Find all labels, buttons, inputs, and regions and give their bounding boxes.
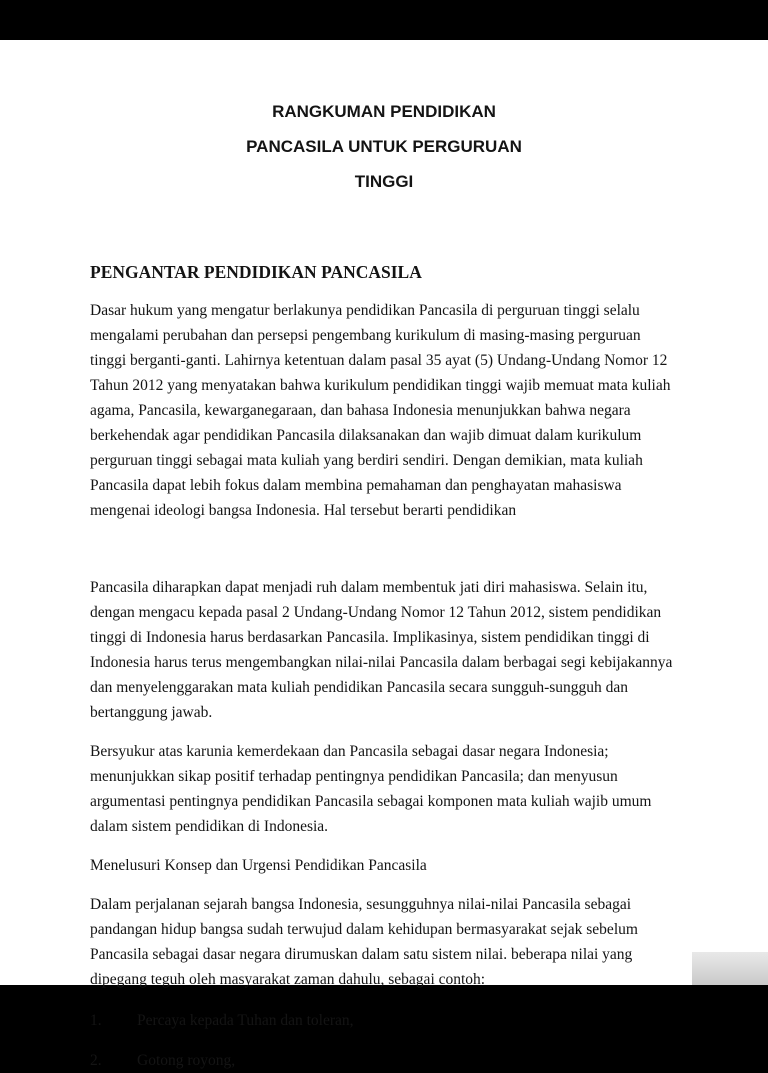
list-item-2-number: 2. xyxy=(90,1052,102,1069)
paragraph-5: Dalam perjalanan sejarah bangsa Indonesia, sesungguhnya nilai-nilai Pancasila sebagai pandangan hidup bangsa sudah terwujud dalam kehidupan bermasyarakat sejak sebelum Pancasila sebagai dasar negara dirumuskan dalam satu sistem nilai. beberapa nilai yang dipegang teguh oleh masyarakat zaman dahulu, sebagai contoh: xyxy=(90,896,638,988)
list-item-2-text: Gotong royong, xyxy=(137,1052,236,1069)
section-heading: PENGANTAR PENDIDIKAN PANCASILA xyxy=(90,262,422,282)
list-item-1 xyxy=(90,1008,678,1033)
next-page-peek xyxy=(692,952,768,985)
numbered-list xyxy=(90,1008,678,1073)
list-item-1-text: Percaya kepada Tuhan dan toleran, xyxy=(137,1012,354,1029)
document-title xyxy=(90,94,678,199)
paragraph-1: Dasar hukum yang mengatur berlakunya pendidikan Pancasila di perguruan tinggi selalu mengalami perubahan dan persepsi pengembang kurikulum di masing-masing perguruan tinggi berganti-ganti. Lahirnya ketentuan dalam pasal 35 ayat (5) Undang-Undang Nomor 12 Tahun 2012 yang menyatakan bahwa kurikulum pendidikan tinggi wajib memuat mata kuliah agama, Pancasila, kewarganegaraan, dan bahasa Indonesia menunjukkan bahwa negara berkehendak agar pendidikan Pancasila dilaksanakan dan wajib dimuat dalam kurikulum perguruan tinggi sebagai mata kuliah yang berdiri sendiri. Dengan demikian, mata kuliah Pancasila dapat lebih fokus dalam membina pemahaman dan penghayatan mahasiswa mengenai ideologi bangsa Indonesia. Hal tersebut berarti pendidikan xyxy=(90,302,671,519)
title-line-1: RANGKUMAN PENDIDIKAN xyxy=(272,102,496,121)
title-line-2: PANCASILA UNTUK PERGURUAN xyxy=(246,137,522,156)
paragraph-3: Bersyukur atas karunia kemerdekaan dan Pancasila sebagai dasar negara Indonesia; menunjukkan sikap positif terhadap pentingnya pendidikan Pancasila; dan menyusun argumentasi pentingnya pendidikan Pancasila sebagai komponen mata kuliah wajib umum dalam sistem pendidikan di Indonesia. xyxy=(90,743,652,835)
list-item-1-number: 1. xyxy=(90,1012,102,1029)
paragraph-2: Pancasila diharapkan dapat menjadi ruh dalam membentuk jati diri mahasiswa. Selain itu, dengan mengacu kepada pasal 2 Undang-Undang Nomor 12 Tahun 2012, sistem pendidikan tinggi di Indonesia harus berdasarkan Pancasila. Implikasinya, sistem pendidikan tinggi di Indonesia harus terus mengembangkan nilai-nilai Pancasila dalam berbagai segi kebijakannya dan menyelenggarakan mata kuliah pendidikan Pancasila secara sungguh-sungguh dan bertanggung jawab. xyxy=(90,579,673,721)
list-item-2 xyxy=(90,1048,678,1073)
paragraph-4-subheading: Menelusuri Konsep dan Urgensi Pendidikan Pancasila xyxy=(90,857,427,874)
document-page xyxy=(0,40,768,1069)
title-line-3: TINGGI xyxy=(354,172,414,191)
